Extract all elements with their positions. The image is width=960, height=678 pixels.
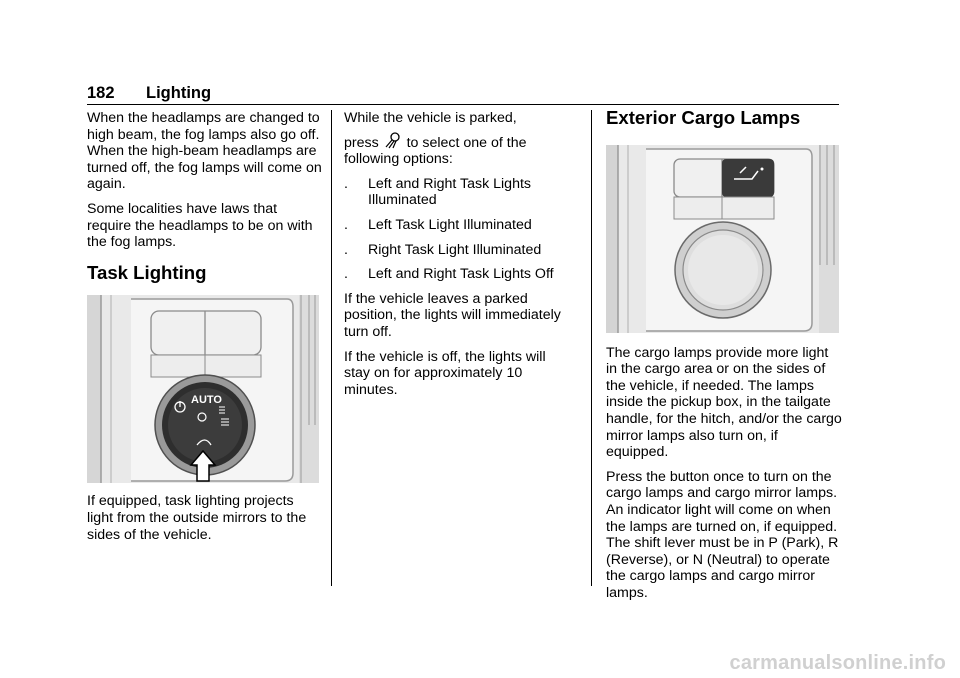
svg-text:AUTO: AUTO	[191, 394, 222, 407]
option-item: . Right Task Light Illuminated	[344, 241, 542, 258]
cargo-lamp-switch-figure	[606, 145, 839, 333]
vehicle-off-paragraph: If the vehicle is off, the lights will stay on for approximately 10 minutes.	[344, 348, 546, 398]
option-item: . Left and Right Task Lights Illuminated	[344, 175, 531, 209]
column-divider	[591, 110, 592, 586]
option-item: . Left and Right Task Lights Off	[344, 266, 554, 283]
fog-lamps-paragraph: When the headlamps are changed to high beam, the fog lamps also go off. When the high-beam headlamps are turned off, the fog lamps will come on again.	[87, 110, 322, 193]
press-instruction: press to select one of the following options:	[344, 131, 574, 168]
page-header	[87, 82, 839, 105]
task-lighting-switch-figure	[87, 295, 319, 483]
parked-position-paragraph: If the vehicle leaves a parked position, the lights will immediately turn off.	[344, 290, 561, 340]
column-right	[606, 107, 842, 610]
page-number: 182	[87, 84, 115, 102]
cargo-lamps-description: The cargo lamps provide more light in the cargo area or on the sides of the vehicle, if needed. The lamps inside the pickup box, in the tailgate handle, for the hitch, and/or the cargo mirror lamps also turn on, if equipped.	[606, 344, 842, 461]
column-middle	[344, 110, 574, 406]
column-left	[87, 110, 323, 551]
local-laws-paragraph: Some localities have laws that require the headlamps to be on with the fog lamps.	[87, 200, 313, 251]
section-title: Lighting	[146, 84, 212, 102]
exterior-cargo-lamps-heading: Exterior Cargo Lamps	[606, 107, 801, 128]
watermark: carmanualsonline.info	[729, 652, 946, 674]
cargo-lamps-instructions: Press the button once to turn on the cargo lamps and cargo mirror lamps. An indicator light will come on when the lamps are turned on, if equipped. The shift lever must be in P (Park), R (Reverse), or N (Neutral) to operate the cargo lamps and cargo mirror lamps.	[606, 468, 839, 601]
option-item: . Left Task Light Illuminated	[344, 216, 532, 233]
column-divider	[331, 110, 332, 586]
task-lighting-heading: Task Lighting	[87, 261, 207, 283]
task-light-icon	[384, 131, 402, 149]
parked-intro-line: While the vehicle is parked,	[344, 110, 517, 126]
task-lighting-caption: If equipped, task lighting projects light from the outside mirrors to the sides of the vehicle.	[87, 493, 307, 543]
